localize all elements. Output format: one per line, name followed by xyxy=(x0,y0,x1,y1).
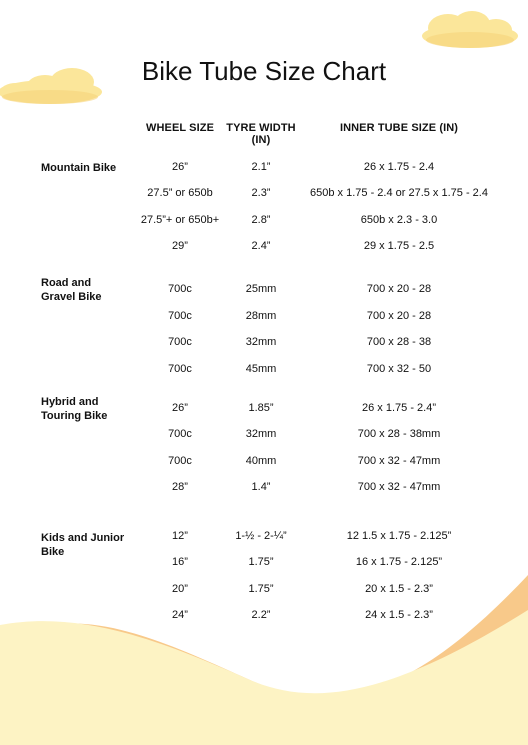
wheel-size-cell: 16” xyxy=(172,556,188,568)
wheel-size-cell: 29” xyxy=(172,240,188,252)
inner-tube-cell: 700 x 20 - 28 xyxy=(366,310,432,322)
category-hybrid-touring-bike xyxy=(41,395,141,423)
wheel-size-cell: 27.5”+ or 650b+ xyxy=(140,214,220,226)
wheel-size-cell: 700c xyxy=(168,283,192,295)
tyre-width-cell: 32mm xyxy=(245,336,277,348)
header-inner-tube-size: INNER TUBE SIZE (IN) xyxy=(339,122,459,134)
tyre-width-cell: 2.1” xyxy=(251,161,271,173)
wheel-size-cell: 12” xyxy=(172,530,188,542)
inner-tube-cell: 26 x 1.75 - 2.4” xyxy=(362,402,436,414)
wheel-size-cell: 20” xyxy=(172,583,188,595)
tyre-width-cell: 2.2” xyxy=(251,609,271,621)
inner-tube-cell: 12 1.5 x 1.75 - 2.125” xyxy=(346,530,452,542)
header-wheel-size: WHEEL SIZE xyxy=(145,122,215,134)
inner-tube-cell: 700 x 28 - 38 xyxy=(366,336,432,348)
wheel-size-cell: 700c xyxy=(168,428,192,440)
tyre-width-cell: 2.4” xyxy=(251,240,271,252)
wheel-size-cell: 700c xyxy=(168,455,192,467)
category-mountain-bike xyxy=(41,161,141,175)
wheel-size-cell: 700c xyxy=(168,336,192,348)
inner-tube-cell: 700 x 32 - 47mm xyxy=(357,455,441,467)
category-label-line2: Gravel Bike xyxy=(41,291,102,303)
tyre-width-cell: 1-½ - 2-¼” xyxy=(235,530,287,542)
inner-tube-cell: 700 x 28 - 38mm xyxy=(357,428,441,440)
inner-tube-cell: 26 x 1.75 - 2.4 xyxy=(363,161,435,173)
category-label: Mountain Bike xyxy=(41,162,117,174)
page-title: Bike Tube Size Chart xyxy=(141,56,387,86)
tyre-width-cell: 28mm xyxy=(245,310,277,322)
category-kids-junior-bike xyxy=(41,531,141,559)
inner-tube-cell: 29 x 1.75 - 2.5 xyxy=(363,240,435,252)
wheel-size-cell: 26” xyxy=(172,161,188,173)
tyre-width-cell: 2.3” xyxy=(251,187,271,199)
inner-tube-cell: 700 x 32 - 47mm xyxy=(357,481,441,493)
wheel-size-cell: 700c xyxy=(168,363,192,375)
category-label-line1: Road and xyxy=(41,277,92,289)
wheel-size-cell: 27.5” or 650b xyxy=(147,187,213,199)
tyre-width-cell: 1.85” xyxy=(248,402,274,414)
inner-tube-cell: 650b x 2.3 - 3.0 xyxy=(360,214,438,226)
tyre-width-cell: 45mm xyxy=(245,363,277,375)
wheel-size-cell: 700c xyxy=(168,310,192,322)
category-label-line2: Bike xyxy=(41,546,65,558)
wheel-size-cell: 28” xyxy=(172,481,188,493)
header-tyre-width: TYRE WIDTH (IN) xyxy=(226,122,296,146)
tyre-width-cell: 32mm xyxy=(245,428,277,440)
inner-tube-cell: 16 x 1.75 - 2.125” xyxy=(355,556,443,568)
category-road-gravel-bike xyxy=(41,276,141,304)
wheel-size-cell: 24” xyxy=(172,609,188,621)
wheel-size-cell: 26” xyxy=(172,402,188,414)
tyre-width-cell: 40mm xyxy=(245,455,277,467)
cloud-top-right xyxy=(422,11,518,48)
inner-tube-cell: 700 x 32 - 50 xyxy=(366,363,432,375)
tyre-width-cell: 25mm xyxy=(245,283,277,295)
inner-tube-cell: 24 x 1.5 - 2.3” xyxy=(365,609,433,621)
category-label-line1: Hybrid and xyxy=(41,396,99,408)
category-label-line1: Kids and Junior xyxy=(41,532,125,544)
inner-tube-cell: 20 x 1.5 - 2.3” xyxy=(365,583,433,595)
inner-tube-cell: 650b x 1.75 - 2.4 or 27.5 x 1.75 - 2.4 xyxy=(310,187,488,199)
tyre-width-cell: 1.4” xyxy=(251,481,271,493)
category-label-line2: Touring Bike xyxy=(41,410,108,422)
tyre-width-cell: 2.8” xyxy=(251,214,271,226)
wave-light xyxy=(0,610,528,745)
tyre-width-cell: 1.75” xyxy=(248,583,274,595)
inner-tube-cell: 700 x 20 - 28 xyxy=(366,283,432,295)
tyre-width-cell: 1.75” xyxy=(248,556,274,568)
